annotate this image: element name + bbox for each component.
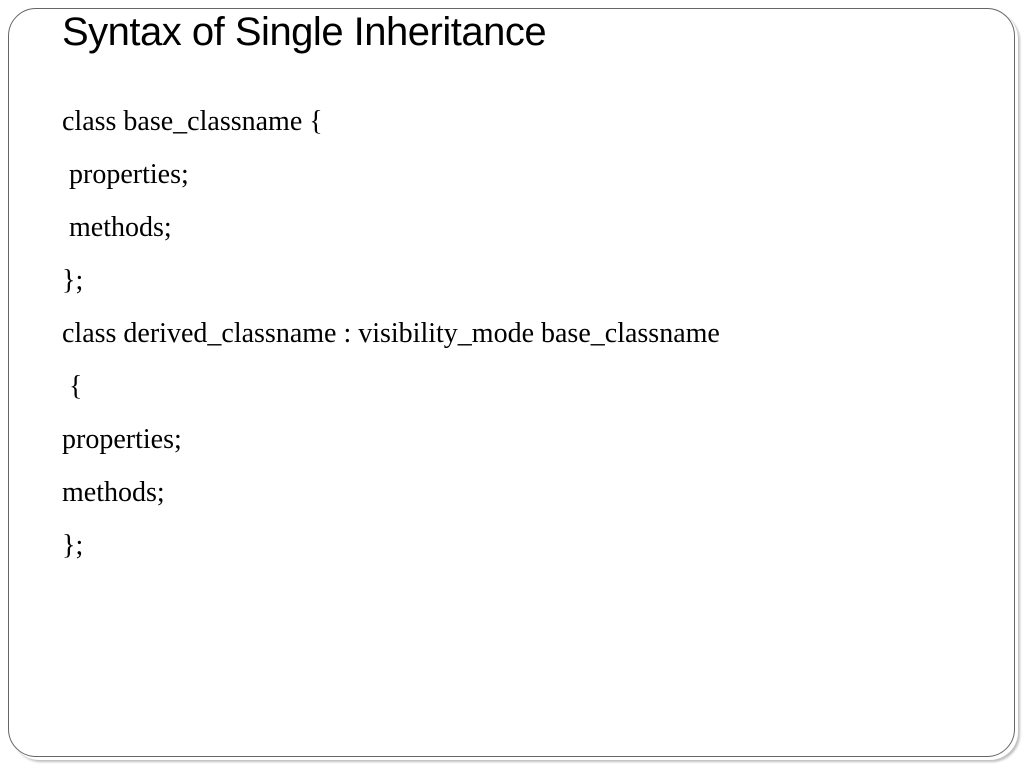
code-line: properties; — [62, 159, 189, 190]
slide-title: Syntax of Single Inheritance — [62, 10, 547, 54]
code-line: methods; — [62, 212, 172, 243]
code-line: class derived_classname : visibility_mode base_classname — [62, 318, 720, 349]
code-line: properties; — [62, 424, 182, 455]
code-line: }; — [62, 265, 84, 296]
code-line: class base_classname { — [62, 106, 323, 137]
code-line: }; — [62, 530, 84, 561]
code-line: { — [62, 371, 83, 402]
code-line: methods; — [62, 477, 165, 508]
